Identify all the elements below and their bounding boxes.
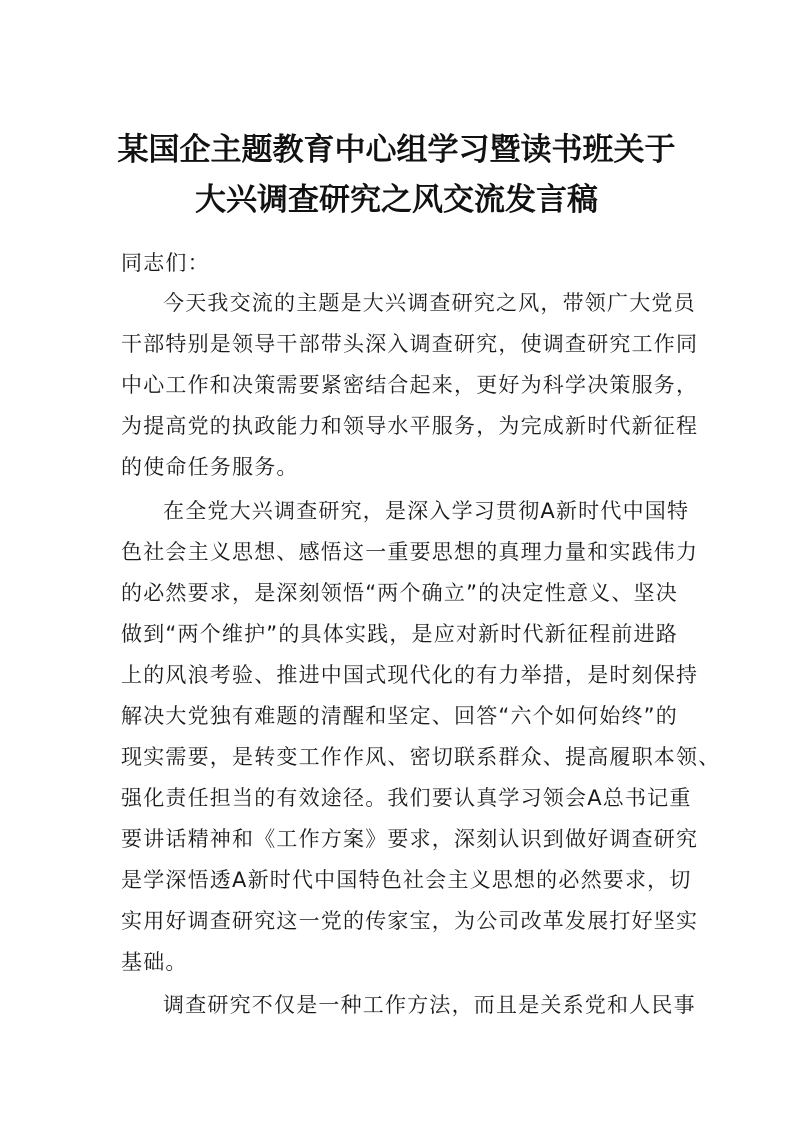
paragraph-2-line: 解决大党独有难题的清醒和坚定、回答“六个如何始终”的 bbox=[121, 704, 678, 728]
paragraph-1-line: 干部特别是领导干部带头深入调查研究，使调查研究工作同 bbox=[121, 332, 699, 356]
paragraph-2-line: 基础。 bbox=[121, 950, 188, 974]
paragraph-3-line: 调查研究不仅是一种工作方法，而且是关系党和人民事 bbox=[163, 993, 696, 1017]
paragraph-2-line: 色社会主义思想、感悟这一重要思想的真理力量和实践伟力 bbox=[121, 540, 699, 564]
paragraph-2-line: 强化责任担当的有效途径。我们要认真学习领会A总书记重 bbox=[121, 786, 692, 810]
paragraph-2-line: 的必然要求，是深刻领悟“两个确立”的决定性意义、坚决 bbox=[121, 581, 678, 605]
paragraph-1-line: 为提高党的执政能力和领导水平服务，为完成新时代新征程 bbox=[121, 414, 699, 438]
paragraph-1-line: 的使命任务服务。 bbox=[121, 455, 299, 479]
paragraph-2-line: 现实需要，是转变工作作风、密切联系群众、提高履职本领、 bbox=[121, 745, 721, 769]
paragraph-2-line: 是学深悟透A新时代中国特色社会主义思想的必然要求，切 bbox=[121, 868, 692, 892]
paragraph-2-line: 要讲话精神和《工作方案》要求，深刻认识到做好调查研究 bbox=[121, 827, 699, 851]
paragraph-1-line: 今天我交流的主题是大兴调查研究之风，带领广大党员 bbox=[163, 291, 696, 315]
document-title-line-1: 某国企主题教育中心组学习暨读书班关于 bbox=[117, 132, 676, 168]
paragraph-1-line: 中心工作和决策需要紧密结合起来，更好为科学决策服务， bbox=[121, 373, 699, 397]
paragraph-2-line: 在全党大兴调查研究，是深入学习贯彻A新时代中国特 bbox=[163, 499, 690, 523]
document-title-line-2: 大兴调查研究之风交流发言稿 bbox=[195, 182, 598, 218]
paragraph-2-line: 上的风浪考验、推进中国式现代化的有力举措，是时刻保持 bbox=[121, 663, 699, 687]
salutation: 同志们： bbox=[121, 251, 210, 275]
document-body bbox=[121, 0, 721, 1122]
paragraph-2-line: 实用好调查研究这一党的传家宝，为公司改革发展打好坚实 bbox=[121, 909, 699, 933]
paragraph-2-line: 做到“两个维护”的具体实践，是应对新时代新征程前进路 bbox=[121, 622, 678, 646]
